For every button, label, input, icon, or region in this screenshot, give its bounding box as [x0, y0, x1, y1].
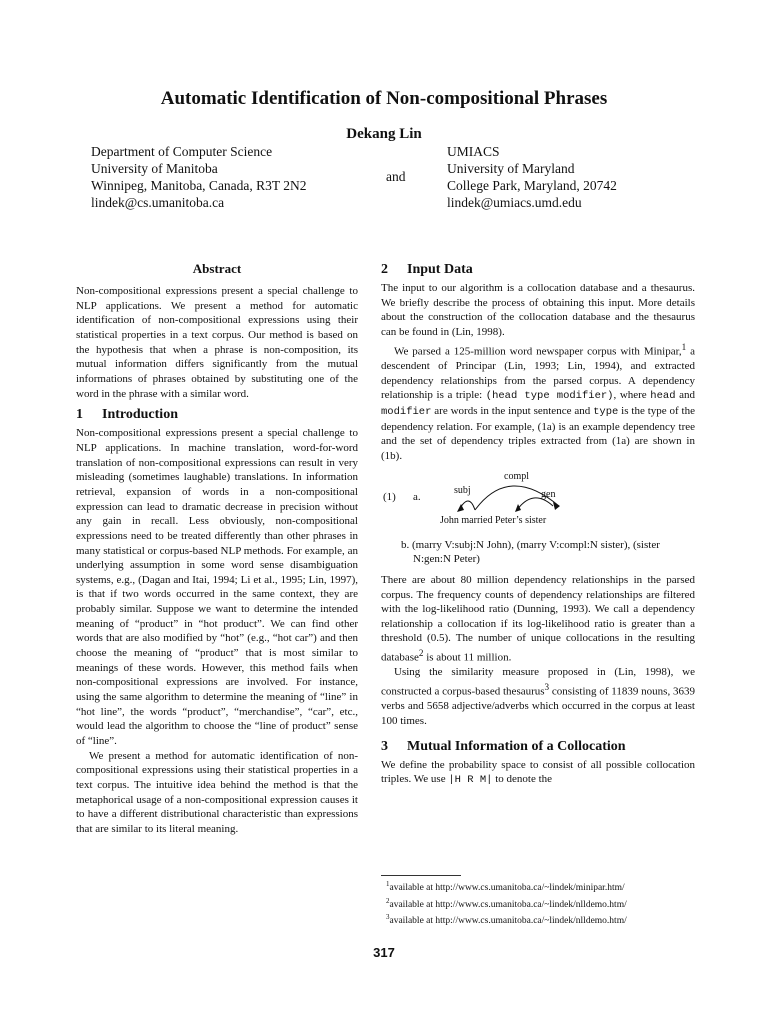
abstract-heading: Abstract — [192, 261, 242, 276]
affiliation-right — [447, 143, 617, 211]
input-paragraph: The input to our algorithm is a collocation database and a thesaurus. We briefly describe the process of obtaining this input. More details about the construction of the collocation database and the thesaurus can be found in (Lin, 1998). — [381, 282, 695, 338]
section-heading-mutual-information — [381, 739, 695, 755]
section-heading-introduction — [76, 407, 358, 423]
label-gen: gen — [541, 488, 556, 500]
right-column — [381, 262, 695, 788]
affiliation-left — [91, 143, 307, 211]
section-heading-input-data — [381, 262, 695, 278]
input-paragraph: Using the similarity measure proposed in (Lin, 1998), we constructed a corpus-based thesaurus$^3$ consisting of 11839 nouns, 3639 verbs and 5658 adjective/adverbs which occurred in the corpus at least 100 times. — [381, 666, 695, 728]
affiliation-line: University of Maryland — [447, 161, 575, 176]
label-subj: subj — [454, 484, 471, 496]
footnote: $^1$available at http://www.cs.umanitoba.ca/~lindek/minipar.htm/ — [386, 880, 625, 894]
example-label-a: a. — [413, 490, 421, 503]
affiliation-email: lindek@umiacs.umd.edu — [447, 195, 582, 210]
footnotes — [386, 878, 627, 928]
input-paragraph: We parsed a 125-million word newspaper corpus with Minipar,$^1$ a descendent of Principar (Lin, 1993; Lin, 1994), and extracted dependency relationships from the parsed corpus. A dependency relationship is a triple: (head type modifier), where head and modifier are words in the input sentence and type is the type of the dependency relation. For example, (1a) is an example dependency tree and the set of dependency triples extracted from (1a) are shown in (1b). — [381, 341, 695, 462]
section-number: 1 — [76, 407, 83, 423]
section-title: Introduction — [102, 407, 178, 423]
intro-paragraph: We present a method for automatic identification of non-compositional expressions using their statistical properties in a text corpus. The intuitive idea behind the method is that the metaphorical usage of a non-compositional expression causes it to have a different distributional characteristic than expressions that are similar to its literal meaning. — [76, 749, 358, 835]
example-number: (1) — [383, 490, 396, 503]
footnote-ref: 1 — [681, 341, 687, 352]
footnote: $^3$available at http://www.cs.umanitoba.ca/~lindek/nlldemo.htm/ — [386, 913, 627, 927]
paper-title: Automatic Identification of Non-compositional Phrases — [160, 88, 608, 109]
affiliation-line: College Park, Maryland, 20742 — [447, 178, 617, 193]
footnote: $^2$available at http://www.cs.umanitoba.ca/~lindek/nlldemo.htm/ — [386, 896, 627, 910]
section-title: Mutual Information of a Collocation — [407, 738, 626, 754]
example-sentence: John married Peter’s sister — [440, 514, 547, 526]
affiliation-line: Winnipeg, Manitoba, Canada, R3T 2N2 — [91, 178, 307, 193]
affiliation-email: lindek@cs.umanitoba.ca — [91, 195, 225, 210]
intro-paragraph: Non-compositional expressions present a special challenge to NLP applications. In machine translation, word-for-word translation of non-compositional expressions can result in very misleading (sometimes laughable) translations. In information retrieval, expansion of words in a non-compositional expression can lead to dramatic decrease in precision without any gain in recall. Less obviously, non-compositional expressions need to be treated differently than other phrases in many statistical or corpus-based NLP methods. For example, an underlying assumption in some word sense disambiguation systems, e.g., (Dagan and Itai, 1994; Li et al., 1995; Lin, 1997), is that if two words occurred in the same context, they are probably similar. Suppose we want to determine the intended meaning of “product” in “hot product”. We can find other words that are also modified by “hot” (e.g., “hot car”) and then choose the meaning of “product” that is most similar to meanings of these words. However, this method fails when non-compositional expressions are involved. For instance, using the same algorithm to determine the meaning of “line” in “hot line”, the words “product”, “merchandise”, “car”, etc., would lead the algorithm to choose the “line of product” sense of “line”. — [76, 427, 358, 748]
left-column — [76, 262, 358, 837]
section-number: 2 — [381, 262, 388, 277]
footnote-ref: 2 — [418, 648, 424, 659]
section-title: Input Data — [407, 262, 473, 277]
affiliation-connector: and — [386, 169, 406, 184]
input-paragraph: There are about 80 million dependency relationships in the parsed corpus. The frequency counts of dependency relationships are filtered with the log-likelihood ratio (Dunning, 1993). We call a dependency relationship a collocation if its log-likelihood ratio is greater than a threshold (0.5). The number of unique collocations in the resulting database$^2$ is about 11 million. — [381, 573, 695, 664]
affiliation-line: University of Manitoba — [91, 161, 218, 176]
footnote-ref: 3 — [544, 682, 550, 693]
mutual-paragraph: We define the probability space to consist of all possible collocation triples. We use |H R M| to denote the — [381, 758, 695, 787]
footnote-rule — [381, 875, 461, 876]
page-number: 317 — [373, 945, 395, 960]
affiliation-line: UMIACS — [447, 144, 500, 159]
abstract-text: Non-compositional expressions present a special challenge to NLP applications. We present a method for automatic identification of non-compositional expressions using their statistical properties in a text corpus. Our method is based on the hypothesis that when a phrase is non-composition, its mutual information differs significantly from the mutual informations of phrases obtained by substituting one of the word in the phrase with a similar word. — [76, 285, 358, 400]
section-number: 3 — [381, 738, 388, 754]
example-triples: b. (marry V:subj:N John), (marry V:compl:N sister), (sister N:gen:N Peter) — [401, 538, 660, 566]
label-compl: compl — [504, 470, 529, 482]
author-name: Dekang Lin — [346, 126, 422, 142]
dependency-example — [381, 470, 695, 536]
affiliation-line: Department of Computer Science — [91, 144, 273, 159]
